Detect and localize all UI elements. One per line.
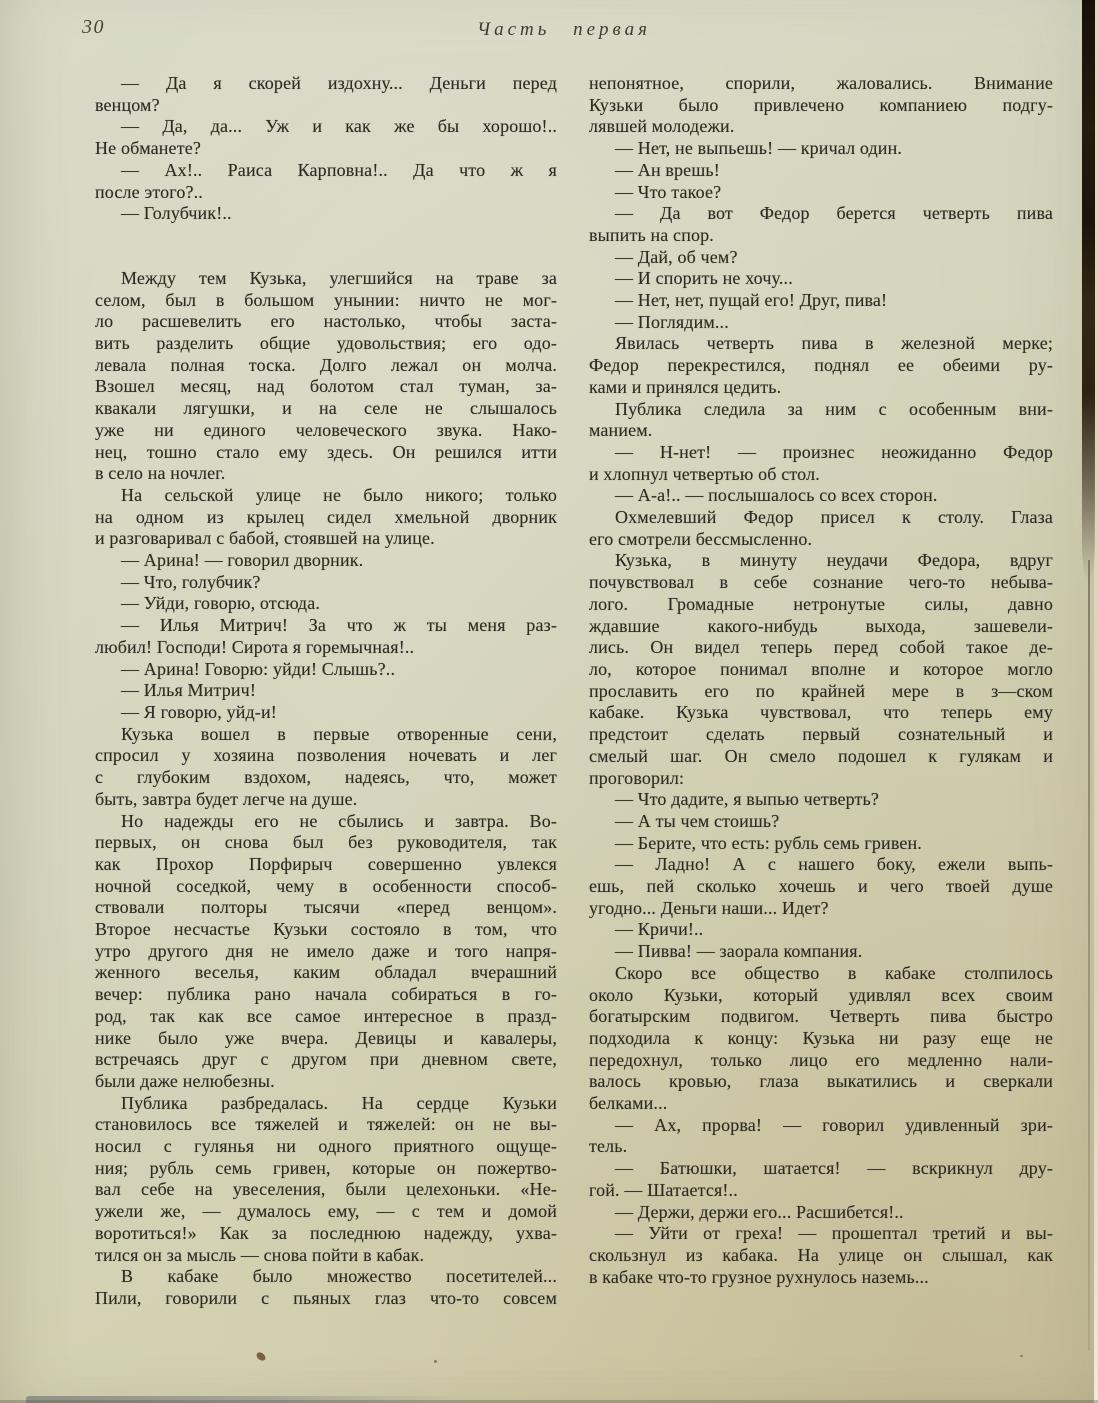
text-line: на одном из крылец сидел хмельной дворник: [95, 506, 557, 527]
text-line: гой. — Шатается!..: [589, 1179, 738, 1200]
text-line: Кузька, в минуту неудачи Федора, вдруг: [615, 550, 1053, 571]
text-line: и разговаривал с бабой, стоявшей на улице.: [95, 528, 435, 549]
text-line: — Ах!.. Раиса Карповна!.. Да что ж я: [121, 159, 557, 180]
text-line: вал себе на увеселения, были целехоньки. «Не-: [95, 1179, 557, 1200]
text-line: Публика разбредалась. На сердце Кузьки: [121, 1092, 557, 1113]
text-line: Кузька вошел в первые отворенные сени,: [121, 723, 557, 744]
text-line: лявшей молодежи.: [589, 116, 735, 137]
text-line: — Нет, не выпьешь! — кричал один.: [615, 138, 903, 159]
text-line: были даже нелюбезны.: [95, 1070, 275, 1091]
text-line: — Поглядим...: [615, 311, 729, 332]
text-column-left: [95, 73, 557, 1310]
text-line: ешь, пей сколько хочешь и чего твоей душе: [589, 876, 1053, 897]
page-edge-line: [1088, 560, 1090, 1350]
page-number: 30: [82, 16, 105, 38]
text-line: валось кровью, глаза выкатились и сверкали: [589, 1071, 1053, 1092]
text-line: — Ладно! А с нашего боку, ежели выпь-: [615, 854, 1053, 875]
text-line: — Батюшки, шатается! — вскрикнул дру-: [615, 1158, 1053, 1179]
text-line: богатырским подвигом. Четверть пива быстро: [589, 1006, 1053, 1027]
text-line: ужели же, — думалось ему, — с тем и домой: [95, 1201, 557, 1222]
text-line: воротиться!» Как за последнюю надежду, ухва-: [95, 1222, 557, 1243]
text-line: — Арина! Говорю: уйди! Слышь?..: [121, 658, 396, 679]
text-line: — Да я скорей издохну... Деньги перед: [121, 73, 557, 93]
text-line: — Держи, держи его... Расшибется!..: [615, 1201, 904, 1222]
text-line: ло расшевелить его настолько, чтобы заста-: [95, 311, 557, 332]
text-line: — А-а!.. — послышалось со всех сторон.: [615, 485, 938, 506]
text-line: в кабаке что-то грузное рухнулось наземь...: [589, 1266, 929, 1287]
text-line: ждавшие какого-нибудь выхода, зашевели-: [589, 615, 1053, 636]
text-line: — Я говорю, уйд-и!: [121, 701, 277, 722]
text-line: — Дай, об чем?: [615, 246, 738, 267]
text-line: Пили, говорили с пьяных глаз что-то совсем: [95, 1287, 557, 1308]
text-line: — Голубчик!..: [121, 203, 232, 224]
text-line: род, так как все самое интересное в празд-: [95, 1005, 557, 1026]
text-line: — А ты чем стоишь?: [615, 810, 780, 831]
text-line: проговорил:: [589, 767, 685, 788]
text-line: угодно... Деньги наши... Идет?: [589, 897, 829, 918]
text-line: после этого?..: [95, 181, 203, 202]
text-line: — Берите, что есть: рубль семь гривен.: [615, 832, 922, 853]
text-line: — Ах, прорва! — говорил удивленный зри-: [615, 1114, 1053, 1135]
text-line: — Н-нет! — произнес неожиданно Федор: [615, 441, 1053, 462]
text-line: прославить его по крайней мере в з—ском: [589, 680, 1053, 701]
text-line: ствовали полторы тысячи «перед венцом».: [95, 897, 557, 918]
text-line: и хлопнул четвертью об стол.: [589, 463, 820, 484]
text-line: ками и принялся цедить.: [589, 376, 782, 397]
text-line: Федор перекрестился, поднял ее обеими ру-: [589, 355, 1053, 376]
text-line: кабаке. Кузька чувствовал, что теперь ему: [589, 702, 1053, 723]
text-line: уже ни единого человеческого звука. Нако-: [95, 419, 557, 440]
text-line: любил! Господи! Сирота я горемычная!..: [95, 636, 415, 657]
paper-speck: [434, 1360, 437, 1363]
text-line: Кузьки было привлечено компаниею подгу-: [589, 94, 1053, 115]
text-line: На сельской улице не было никого; только: [121, 484, 557, 505]
text-line: — Уйди, говорю, отсюда.: [121, 593, 320, 614]
text-line: Скоро все общество в кабаке столпилось: [615, 962, 1053, 983]
text-line: — Илья Митрич! За что ж ты меня раз-: [121, 615, 557, 636]
text-line: подходила к концу: Кузька ни разу еще не: [589, 1027, 1053, 1048]
text-line: белками...: [589, 1093, 668, 1114]
text-line: становилось все тяжелей и тяжелей: он не вы-: [95, 1114, 557, 1135]
page-edge-shadow: [1082, 0, 1095, 580]
paper-speck: [1020, 1355, 1023, 1357]
text-line: с глубоким вздохом, надеясь, что, может: [95, 767, 557, 788]
text-line: предстоит сделать первый сознательный и: [589, 724, 1053, 745]
text-line: В кабаке было множество посетителей...: [121, 1266, 557, 1287]
text-line: квакали лягушки, и на селе не слышалось: [95, 398, 557, 419]
text-line: — Уйти от греха! — прошептал третий и вы-: [615, 1223, 1053, 1244]
text-line: Второе несчастье Кузьки состояло в том, что: [95, 919, 557, 940]
text-line: его смотрели бессмысленно.: [589, 528, 813, 549]
text-line: — Нет, нет, пущай его! Друг, пива!: [615, 290, 888, 311]
text-line: утро другого дня не имело даже и того напря-: [95, 940, 557, 961]
text-line: левала полная тоска. Долго лежал он молча.: [95, 354, 557, 375]
running-header: Часть первая: [476, 19, 652, 40]
text-line: — Что дадите, я выпью четверть?: [615, 789, 880, 810]
text-line: манием.: [589, 420, 653, 441]
text-line: около Кузьки, который удивлял всех своим: [589, 984, 1053, 1005]
text-line: скользнул из кабака. На улице он слышал, как: [589, 1244, 1053, 1265]
text-line: селом, был в большом унынии: ничто не мог-: [95, 289, 557, 310]
text-line: женного веселья, каким обладал вчерашний: [95, 962, 557, 983]
text-line: ночной соседкой, чему в особенности способ-: [95, 875, 557, 896]
text-line: Между тем Кузька, улегшийся на траве за: [121, 267, 557, 288]
paper-speck: [255, 1351, 267, 1363]
text-line: Не обманете?: [95, 138, 201, 159]
text-line: ния; рубль семь гривен, которые он пожертво-: [95, 1157, 557, 1178]
text-line: венцом?: [95, 94, 160, 115]
text-line: спросил у хозяина позволения ночевать и лег: [95, 745, 557, 766]
text-line: нец, тошно стало ему здесь. Он решился итти: [95, 441, 557, 462]
text-line: передохнул, только лицо его медленно нали-: [589, 1049, 1053, 1070]
text-line: быть, завтра будет легче на душе.: [95, 788, 358, 809]
text-line: носил с гулянья ни одного приятного ощуще-: [95, 1136, 557, 1157]
text-line: тился он за мысль — снова пойти в кабак.: [95, 1244, 425, 1265]
text-line: непонятное, спорили, жаловались. Внимание: [589, 73, 1053, 93]
text-line: смелый шаг. Он смело подошел к гулякам и: [589, 745, 1053, 766]
text-line: в село на ночлег.: [95, 463, 226, 484]
text-line: — Да вот Федор берется четверть пива: [615, 203, 1053, 224]
text-line: как Прохор Порфирыч совершенно увлекся: [95, 853, 557, 874]
text-line: вить разделить общие удовольствия; его одо-: [95, 333, 557, 354]
text-line: Но надежды его не сбылись и завтра. Во-: [121, 810, 557, 831]
text-line: — Да, да... Уж и как же бы хорошо!..: [121, 116, 557, 137]
text-line: Явилась четверть пива в железной мерке;: [615, 333, 1053, 354]
text-line: вечер: публика рано начала собираться в го-: [95, 984, 557, 1005]
text-line: Взошел месяц, над болотом стал туман, за-: [95, 376, 557, 397]
text-line: тель.: [589, 1136, 628, 1157]
text-line: — Кричи!..: [615, 919, 704, 940]
text-line: Публика следила за ним с особенным вни-: [615, 398, 1053, 419]
text-line: — Арина! — говорил дворник.: [121, 550, 364, 571]
text-line: встречаясь друг с другом при дневном свете,: [95, 1049, 557, 1070]
text-line: почувствовал в себе сознание чего-то небыва-: [589, 572, 1053, 593]
text-line: — Пивва! — заорала компания.: [615, 941, 863, 962]
text-line: — Илья Митрич!: [121, 680, 256, 701]
text-column-right: [589, 73, 1053, 1288]
text-line: — Ан врешь!: [615, 159, 720, 180]
text-line: ло, которое понимал вполне и которое могло: [589, 658, 1053, 679]
text-line: Охмелевший Федор присел к столу. Глаза: [615, 507, 1053, 528]
text-line: нике было уже вчера. Девицы и кавалеры,: [95, 1027, 557, 1048]
text-line: — И спорить не хочу...: [615, 268, 793, 289]
text-line: — Что такое?: [615, 181, 722, 202]
text-line: выпить на спор.: [589, 224, 714, 245]
text-line: — Что, голубчик?: [121, 571, 261, 592]
section-break: [95, 225, 557, 268]
text-line: лого. Громадные нетронутые силы, давно: [589, 593, 1053, 614]
text-line: лись. Он видел теперь перед собой такое де-: [589, 637, 1053, 658]
text-line: первых, он снова был без руководителя, так: [95, 832, 557, 853]
